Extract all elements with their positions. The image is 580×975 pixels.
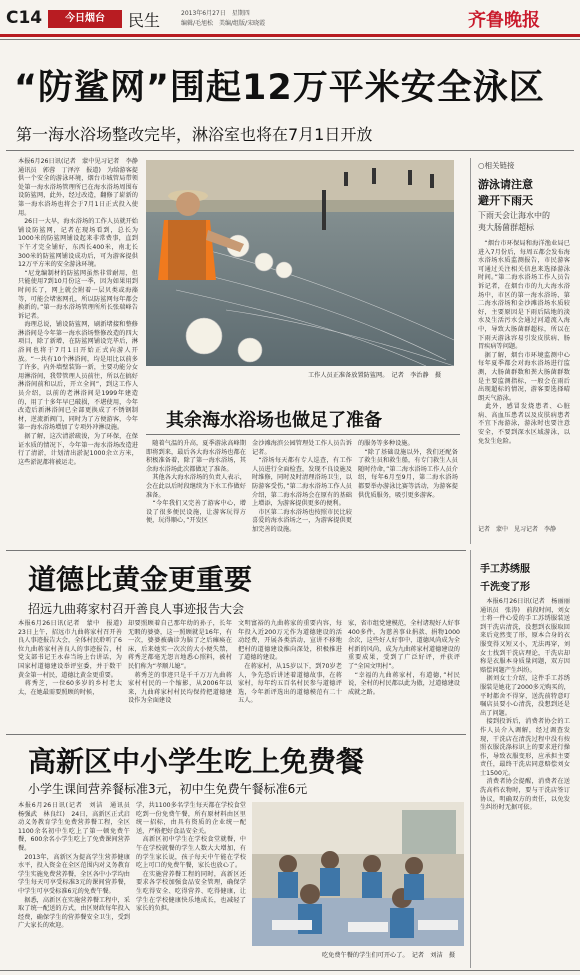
header-rule-thin	[0, 39, 580, 40]
story3-col2: 学，共1100多名学生每天都在学校食堂吃到一份免费午餐，所有原材料由区里统一招标，由具有资质的企业统一配送，严格把好食品安全关。 高新区初中学生在学校食堂就餐，中午在学校就餐的学生人数大大增加，有的学生家长说，孩子每天中午能在学校吃上可口的免费午餐，家长也放心了。 在实施营养餐工程的同时，高新区还要求各学校加强食品安全管理，确保学生吃得安全、吃得营养、吃得健康，让学生在学校健康快乐地成长，也减轻了家长的负担。	[136, 802, 246, 913]
story3-headline: 高新区中小学生吃上免费餐	[28, 745, 365, 778]
sidebar1-byline: 记者 蒙中 见习记者 李静	[478, 526, 557, 533]
story3-subhead: 小学生课间营养餐标准3元，初中生免费午餐标准6元	[28, 782, 308, 796]
story2-col1: 本报6月26日讯(记者 蒙中 报道) 23日上午，招远市九曲蒋家村召开善良人事迹报告大会，全体村民聆听了6位九曲蒋家村善良人的事迹报告，村党支部书记王永春当场上台讲话，为国家村道德建设举评室委，并于数干黄金第一村民，道德比黄金更重要。 蒋秀芝，一位60多岁的乡村老太太，在她最需要照顾的时候，	[18, 620, 122, 696]
story1-photo	[146, 160, 454, 366]
story3-top-rule	[6, 734, 466, 735]
story1-subhead: 第一海水浴场整改完毕，淋浴室也将在7月1日开放	[16, 125, 373, 144]
editors-line: 编辑/毛旭松 美编/组版/宋晓霞	[181, 20, 266, 27]
story2-top-rule	[6, 550, 466, 551]
story3-photo-caption: 吃免费午餐的学生们可开心了。 记者 刘洁 摄	[322, 952, 456, 959]
sidebar1-title-a: 游泳请注意	[478, 178, 533, 191]
newspaper-logo: 齐鲁晚报	[468, 10, 540, 31]
sidebar1-sub-a: 下雨天会让海水中的	[478, 211, 550, 220]
story1-sub-headline: 其余海水浴场也做足了准备	[166, 410, 382, 431]
story1-sub-col1: 随着气温的升高，夏季游泳高峰期即将到来，最后各大海水浴场也都在积极准备着，除了第一海水浴场，其余海水浴场此次都做足了准备。 其他各大海水浴场的负责人表示，会在此以后时段继续为下水工作做好准备。 “今年我们又完善了游客中心，增设了很多便民设施，让游客玩得方便，玩得顺心，”开发区	[146, 440, 246, 525]
story2-col2: 却要照顾着自己那年幼的孙子，长年无暇的婆婆，这一照顾就是16年，有一次，婆婆被确诊为脑了之后瘫痪在床，后来她实一次次的大小便失禁，蒋秀芝都毫无怨言地悉心照料，被村民们称为“孝顺儿媳”。 蒋秀芝的事迹只是千千万万九曲蒋家村村民的一个缩影，从2006年以来，九曲蒋家村村民均保持把道德建设作为全面建设	[128, 620, 232, 705]
sidebar1-title-b: 避开下雨天	[478, 194, 533, 207]
story2-col3: 文明富裕的九曲蒋家的重要内容，每年投入近200万元作为道德建设的活动经费，开展各类活动，宣讲不移地把村的道德建设推向深处，积极推进了道德的建设。 在蒋家村，从15岁以下，到70岁老人，争先恐后讲述着道德故事，在蒋家村，每年约五百名村民参与道德评选，今年新评选出的道德模范有二十五人。	[238, 620, 342, 705]
story1-col1: 本报6月26日讯(记者 蒙中见习记者 李静 通讯员 郭蓉 丁泽淳 报道) 为给游客提供一个安全的游泳环境，烟台市城管局带领处第一海水浴场管理所已在海水浴场周围布设防鲨网，此外，经过改造，翻修了崭新的第一海水浴场也将会于7月1日正式投入使用。 26日一大早，海水浴场的工作人员就开始铺设防鲨网，记者在现场看到，总长为1000米的防鲨网铺设起来非常费事，直到下午才完全铺好，东西长400米，南北长300米的防鲨网铺设成功后，可为游客提供12万平方米的安全游泳环境。 “尼龙编制材的防鲨网虽然非常耐用，但只能使用7到10月份这一季，因为如果用到时间长了，网上就会附着一层贝类或海藻等，可能会堵塞网孔，所以防鲨网每年都会换新的。”第一海水浴场管理所所长张瑞峰告诉记者。 海理总说，铺设防鲨网，刷新堵接和整修淋浴间是今年第一海水浴场整修改造的四大项目，除了新增，在防鲨网铺设完毕后，淋浴间也将于7月1日开始正式向游人开放。“一共有10个淋浴间，均是用比以前多了许多，内外墙壁装饰一新，主要功能分女用淋浴间，我带管理人员前往，所以在搞好淋浴间前和以后，开立全间”，到这工作人员介绍，以前的老淋浴间是1999年建造的，用了十多年早已破损，不堪使用，今年改造后新淋浴间已全部更换成了不锈钢制材，逆流新阀门，同时为了方便游客，今年第一海水浴场增加了专项外冲淋设施。 据了解，这次清淤疏浚，为了环保，在保证水质的情况下，今年第一海水浴场改造进行了清淤，计划清出淤泥1000余立方米，这些淤泥都将被运走。	[18, 158, 138, 466]
sidebar-divider	[470, 158, 471, 544]
section-name: 民生	[128, 11, 161, 30]
sidebar1-body: “烟台市环保局和海洋渔业局已进入7月份后，每周五都会发布海水浴场水质监测报告，市民游客可通过关注相关信息来选择游泳时间。”第二海水浴场工作人员告诉记者，在烟台市的九大海水浴场中，市区的第一海水浴场、第二海水浴场和金沙滩浴场水质较好，主要原因是下雨后陆地的淡水及生活污水会通过河道流入海中，导致大肠菌群超标，所以在下雨天游泳容易引发皮肤病、肠胃疾病等问题。 据了解，烟台市环境监测中心每年夏季都会对海水浴场进行监测，大肠菌群数和粪大肠菌群数是主要监测指标，一般会在雨后出现超标的情况，游客要选择晴朗天气游泳。 此外，感冒发烧患者、心脏病、高血压患者以及皮肤病患者不宜下海游泳，游泳时也要注意安全，不要到深水区域游泳，以免发生危险。	[478, 240, 570, 445]
story1-headline: “防鲨网”围起12万平米安全泳区	[14, 68, 545, 108]
story2-headline: 道德比黄金更重要	[28, 563, 253, 596]
page-number: C14	[6, 8, 43, 28]
story3-photo	[252, 802, 464, 946]
date-line: 2013年6月27日 星期四	[181, 10, 250, 17]
header-rule	[0, 34, 580, 37]
story1-sub-col2: 金沙滩海滨公园管理处工作人员告诉记者。 “浴场每天都有专人巡查，有工作人员进行全面检查，发现不良设施及时维修，同时及时清理浴场卫生，以防游客受伤，”第二海水浴场工作人员介绍，第二海水浴场会在原有的基础上增添，为游客提供更多的便利。 市区第二海水浴场也按照市民比较喜爱的海水浴场之一，为游客提供更加完善的设施。	[252, 440, 352, 533]
story2-subhead: 招远九曲蒋家村召开善良人事迹报告大会	[28, 602, 245, 616]
story2-col4: 家，省市组党建模范，全村诸现好人好事400多件，为慈善事业捐款、捐物1000余次，这些好人好事中，道德风尚成为全村新的风尚，成为九曲蒋家村道德建设的重要成果，受到了广泛好评，并获评了“全国文明村”。 “幸福的九曲蒋家村，有道德，”村民说，全村的村民都以此为傲，过道德建设成就之路。	[348, 620, 460, 696]
sidebar2-label: 手工苏绣服	[480, 564, 530, 575]
story1-sub-col3: 的服务等多种设施。 “除了基础设施以外，我们还配备了救生员和救生船，有专门救生人员随时待命，”第二海水浴场工作人员介绍，每年6月至9月，第二海水浴场都要举办游泳比赛等活动，为游客提供优质服务，吸引更多游客。	[358, 440, 458, 499]
sidebar1-sub-b: 夷大肠菌群超标	[478, 223, 534, 232]
story1-rule	[6, 150, 574, 151]
footer-rule	[0, 970, 580, 971]
sidebar2-body: 本报6月26日讯(记者 杨丽丽 通讯员 张涛) 前段时间，刘女士将一件心爱的手工苏绣服装送到干洗店清洗，没想到衣服取回来后竟然变了形，原本合身的衣服变得又短又小，无法再穿，刘女士找到干洗店理论，干洗店却称是衣服本身质量问题，双方因赔偿问题产生纠纷。 据刘女士介绍，这件手工苏绣服装是她花了2000多元购买的，平时都舍不得穿，送洗前特意叮嘱店员要小心清洗，没想到还是出了问题。 接到投诉后，消费者协会的工作人员介入调解，经过调查发现，干洗店在清洗过程中没有按照衣服洗涤标识上的要求进行操作，导致衣服变形，应承担主要责任，最终干洗店同意赔偿刘女士1500元。 消费者协会提醒，消费者在送洗高档衣物时，要与干洗店签订协议，明确双方的责任，以免发生纠纷时无据可依。	[480, 598, 570, 812]
story1-photo-caption: 工作人员正准备放置防鲨网。 记者 李治静 摄	[308, 372, 442, 379]
sub-rule	[146, 434, 460, 435]
sidebar2-title: 千洗变了形	[480, 582, 530, 593]
section-badge: 今日烟台	[48, 10, 122, 28]
story3-col1: 本报6月26日讯(记者 刘洁 通讯员 杨强武 林良红) 24日，高新区正式启动义务教育学生免费营养餐工程，全区1100余名初中生吃上了第一顿免费午餐，600余名小学生吃上了免费课间营养餐。 2013年，高新区为提高学生营养健康水平，投入资金在全区范围内对义务教育学生实施免费营养餐，全区各中小学均由学生每天可享受标准3元的课间营养餐，中学生可享受标准6元的免费午餐。 据悉，高新区在实施营养餐工程中，采取了统一配送的方式，由区财政每年投入经费，确保学生的营养餐安全卫生，受到广大家长的欢迎。	[18, 802, 130, 930]
sidebar2-divider	[470, 550, 471, 968]
related-link-tag: ○相关链接	[478, 161, 515, 170]
